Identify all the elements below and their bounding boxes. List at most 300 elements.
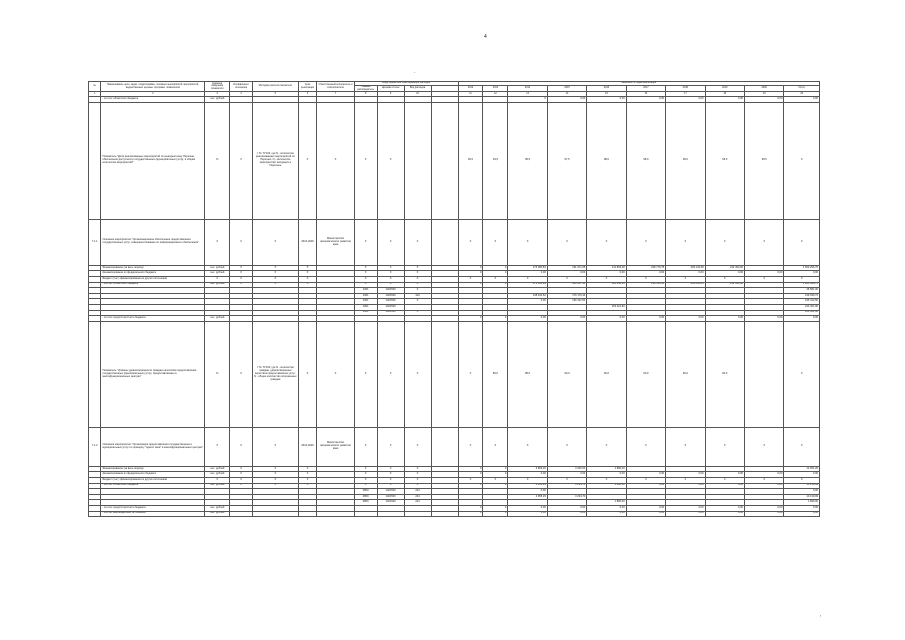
cell: Х xyxy=(458,277,483,283)
table-row xyxy=(89,511,820,517)
cell: тыс. рублей xyxy=(205,265,230,271)
cell: Х xyxy=(298,271,317,277)
row-name: - за счет областного бюджета xyxy=(101,483,205,489)
page-number: 4 xyxy=(484,34,487,40)
cell: 179 179,10 xyxy=(547,293,586,299)
cell: Х xyxy=(587,277,626,283)
row-name: - за счет областного бюджета xyxy=(101,97,205,103)
cell: 4 955,29 xyxy=(508,483,547,489)
cell: 232 390,00 xyxy=(705,282,744,288)
program-table xyxy=(88,81,820,517)
cell: 0,00 xyxy=(745,271,784,277)
cell: 93,0 xyxy=(458,102,483,219)
cell: Х xyxy=(298,466,317,472)
row-name: - за счет областного бюджета xyxy=(101,282,205,288)
row-name: - за счет средств местного бюджета xyxy=(101,505,205,511)
cell: 1001 xyxy=(354,310,377,316)
cell: 85,0 xyxy=(508,321,547,427)
cell: 90,0 xyxy=(547,321,586,427)
cell: Х xyxy=(298,277,317,283)
cell: 0 xyxy=(483,316,508,322)
cell: Х xyxy=(253,277,299,283)
cell: 0,00 xyxy=(745,316,784,322)
cell: Х xyxy=(547,219,586,265)
cell: 20 xyxy=(784,92,820,97)
cell: 3 294,70 xyxy=(547,483,586,489)
cell: 15 xyxy=(587,92,626,97)
cell: Х xyxy=(377,102,404,219)
cell: 0,00 xyxy=(508,271,547,277)
cell: Х xyxy=(547,277,586,283)
cell: 1001 xyxy=(354,305,377,311)
col-section: Целевая статья xyxy=(377,85,404,92)
cell: 0,00 xyxy=(784,316,820,322)
cell: Х xyxy=(230,271,253,277)
cell: Х xyxy=(377,427,404,466)
cell: Х xyxy=(458,478,483,484)
cell: 0 xyxy=(458,265,483,271)
cell: Х xyxy=(354,321,377,427)
cell: 0,00 xyxy=(508,299,547,305)
col-year: 2013 xyxy=(483,85,508,92)
cell: Х xyxy=(377,282,404,288)
cell: Х xyxy=(354,483,377,489)
cell: тыс. рублей xyxy=(205,97,230,103)
cell: Х xyxy=(784,478,820,484)
cell xyxy=(377,511,404,517)
cell: 0,00 xyxy=(745,505,784,511)
cell: 6 865,26 xyxy=(508,466,547,472)
cell: Х xyxy=(354,472,377,478)
cell: Х xyxy=(354,427,377,466)
cell: 0,00 xyxy=(745,511,784,517)
cell: Х xyxy=(230,102,253,219)
cell: 191 971,65 xyxy=(547,265,586,271)
col-source: Главный распорядитель xyxy=(354,85,377,92)
cell: 0 xyxy=(483,505,508,511)
cell: 7 xyxy=(317,92,354,97)
cell: Х xyxy=(745,277,784,283)
cell: 0,00 xyxy=(666,271,705,277)
col-year: 2012 xyxy=(458,85,483,92)
cell: Х xyxy=(404,321,431,427)
cell: 196 312,50 xyxy=(547,299,586,305)
cell: 0 xyxy=(458,282,483,288)
cell: 163 321,90 xyxy=(784,305,820,311)
cell: Х xyxy=(253,219,299,265)
cell: 163 321,90 xyxy=(784,310,820,316)
cell: 0,00 xyxy=(626,97,665,103)
col-year: 2017 xyxy=(626,85,665,92)
row-name: Основное мероприятие "Организационное обеспечение предоставления государственных услуг, совершенствование их информационного обеспечения" xyxy=(101,219,205,265)
cell: 0 xyxy=(508,97,547,103)
cell: 0,00 xyxy=(705,316,744,322)
cell: Х xyxy=(483,219,508,265)
cell: 0,00 xyxy=(547,97,586,103)
cell: 0,00 xyxy=(745,483,784,489)
cell xyxy=(404,511,431,517)
cell: Х xyxy=(587,427,626,466)
cell: 176 080,83 xyxy=(508,282,547,288)
cell: 0 xyxy=(458,316,483,322)
cell: Х xyxy=(230,265,253,271)
cell: 1 890,00 xyxy=(784,500,820,506)
cell: 0,00 xyxy=(626,511,665,517)
cell: Х xyxy=(587,478,626,484)
cell: Х xyxy=(205,219,230,265)
cell: Х xyxy=(230,472,253,478)
row-name: Показатель "Доля реализованных мероприятий по конкурентному Перечню, обеспечения доступности государственных (муниципальных) услуг, в общем количестве мероприятий" xyxy=(101,102,205,219)
cell: 0,00 xyxy=(666,472,705,478)
cell: 1401500 xyxy=(377,494,404,500)
cell: 98,0 xyxy=(587,102,626,219)
cell: 1 890,00 xyxy=(587,500,626,506)
cell: 0,00 xyxy=(508,511,547,517)
cell: тыс. рублей xyxy=(205,472,230,478)
cell xyxy=(230,511,253,517)
cell: 239 143,38 xyxy=(666,265,705,271)
cell: Х xyxy=(705,478,744,484)
cell: 0,00 xyxy=(666,511,705,517)
col-year: 2018 xyxy=(666,85,705,92)
cell: Х xyxy=(547,427,586,466)
cell: 232 390,00 xyxy=(705,265,744,271)
table-row xyxy=(89,427,820,466)
cell: 176 080,83 xyxy=(508,265,547,271)
cell: 0 xyxy=(458,505,483,511)
cell: 0 xyxy=(458,466,483,472)
cell: 13 xyxy=(508,92,547,97)
cell: 90,0 xyxy=(666,321,705,427)
cell: 0 xyxy=(483,271,508,277)
cell: 94,5 xyxy=(483,102,508,219)
cell: Х xyxy=(354,219,377,265)
cell: Х xyxy=(298,102,317,219)
cell: 0 xyxy=(458,483,483,489)
cell: Х xyxy=(253,478,299,484)
cell: 1 562 256,75 xyxy=(784,265,820,271)
cell: 5 xyxy=(253,92,299,97)
cell: Х xyxy=(508,277,547,283)
cell: Х xyxy=(298,265,317,271)
cell: 228 779,78 xyxy=(626,265,665,271)
cell: Х xyxy=(784,219,820,265)
cell: 1401500 xyxy=(377,305,404,311)
cell: 14 xyxy=(547,92,586,97)
col-num: № xyxy=(89,82,101,92)
cell: 0,00 xyxy=(784,489,820,495)
col-expense: Вид расходов xyxy=(404,85,431,92)
cell: 0 xyxy=(483,282,508,288)
cell: 90,0 xyxy=(626,321,665,427)
cell: тыс. рублей xyxy=(205,466,230,472)
cell: Х xyxy=(404,478,431,484)
cell: 234 830,84 xyxy=(666,282,705,288)
cell: Х xyxy=(317,102,354,219)
cell xyxy=(431,321,458,427)
cell: 211 863,28 xyxy=(587,265,626,271)
cell: тыс. рублей xyxy=(205,316,230,322)
cell: 0,00 xyxy=(508,505,547,511)
cell: Х xyxy=(483,478,508,484)
row-name: Основное мероприятие "Организация предоставления государственных и муниципальных услуг по принципу "одного окна" в многофункциональных центрах" xyxy=(101,427,205,466)
row-name: финансирование из федерального бюджета xyxy=(101,271,205,277)
col-year: 2020 xyxy=(745,85,784,92)
cell: Х xyxy=(404,483,431,489)
cell: Х xyxy=(784,277,820,283)
cell: 0,00 xyxy=(587,505,626,511)
cell xyxy=(317,511,354,517)
cell: 95,5 xyxy=(508,102,547,219)
cell: 0,00 xyxy=(784,472,820,478)
cell xyxy=(745,321,784,427)
cell: Х xyxy=(377,271,404,277)
cell xyxy=(89,102,101,219)
col-year: 2019 xyxy=(705,85,744,92)
cell: Х xyxy=(666,478,705,484)
cell: тыс. рублей xyxy=(205,271,230,277)
row-num: 7.1.1 xyxy=(89,219,101,265)
cell: 0 xyxy=(458,271,483,277)
cell: Х xyxy=(298,483,317,489)
row-name: финансирование из федерального бюджета xyxy=(101,472,205,478)
cell: 0,00 xyxy=(666,97,705,103)
cell: 0,00 xyxy=(587,511,626,517)
cell xyxy=(431,219,458,265)
cell: 99,5 xyxy=(705,102,744,219)
row-name: Бюджет (тыс.) финансирования из других источников xyxy=(101,478,205,484)
col-plan: Значения по годам реализации xyxy=(458,82,819,86)
cell: % xyxy=(205,102,230,219)
cell: 0 xyxy=(483,265,508,271)
cell xyxy=(431,511,458,517)
cell: 0,00 xyxy=(626,483,665,489)
cell: 0,00 xyxy=(745,97,784,103)
cell: Х xyxy=(298,282,317,288)
cell: Х xyxy=(354,466,377,472)
cell: 1401500 xyxy=(377,500,404,506)
cell: Х xyxy=(354,271,377,277)
cell: Х xyxy=(508,219,547,265)
col-unit: Единица измерения показателя xyxy=(205,82,230,92)
cell: 1 890,00 xyxy=(587,483,626,489)
table-row xyxy=(89,321,820,427)
cell: = N / N°100, где N - количество граждан, удовлетворенных качеством предоставления услуг; N - общее количество опрошенных граждан xyxy=(253,321,299,427)
cell: 196 312,50 xyxy=(784,299,820,305)
cell: Х xyxy=(230,466,253,472)
cell: 0,00 xyxy=(626,316,665,322)
cell: Х xyxy=(404,282,431,288)
cell: 0,00 xyxy=(547,271,586,277)
cell: Х xyxy=(784,102,820,219)
cell: 0,00 xyxy=(587,271,626,277)
row-name: - за счет средств местного бюджета xyxy=(101,316,205,322)
cell: 1 xyxy=(89,92,101,97)
cell: 0,00 xyxy=(508,316,547,322)
cell: Х xyxy=(230,483,253,489)
cell: Х xyxy=(626,277,665,283)
cell xyxy=(89,321,101,427)
cell: Х xyxy=(745,478,784,484)
cell: 0,00 xyxy=(626,472,665,478)
cell: 4 xyxy=(230,92,253,97)
cell: 1001 xyxy=(354,293,377,299)
cell: 11 xyxy=(458,92,483,97)
cell: 2 xyxy=(101,92,205,97)
cell: 17 xyxy=(666,92,705,97)
cell: Х xyxy=(404,265,431,271)
cell: 2014-2020 xyxy=(298,427,317,466)
cell: 0,00 xyxy=(587,97,626,103)
cell: Х xyxy=(377,219,404,265)
cell: % xyxy=(205,321,230,427)
row-name: Финансирование (за весь период) xyxy=(101,466,205,472)
cell: 0,00 xyxy=(508,489,547,495)
cell: 80,0 xyxy=(483,321,508,427)
cell: 1 481 998,75 xyxy=(784,282,820,288)
cell: 10 139,99 xyxy=(784,483,820,489)
cell: тыс. рублей xyxy=(205,282,230,288)
cell: Х xyxy=(458,427,483,466)
cell: Х xyxy=(508,478,547,484)
cell: 310 xyxy=(404,293,431,299)
row-name: Финансирование (за весь период) xyxy=(101,265,205,271)
cell: Х xyxy=(404,288,431,294)
cell: 0,00 xyxy=(547,316,586,322)
cell: Х xyxy=(377,483,404,489)
col-year: 2015 xyxy=(547,85,586,92)
cell: Х xyxy=(230,478,253,484)
cell: 244 xyxy=(404,489,431,495)
col-method: Методика расчета показателя xyxy=(253,82,299,92)
cell: Х xyxy=(666,427,705,466)
cell: Х xyxy=(404,466,431,472)
cell: Х xyxy=(253,282,299,288)
cell: Х xyxy=(404,427,431,466)
cell: Х xyxy=(745,427,784,466)
cell: 0,00 xyxy=(705,97,744,103)
scan-mark: · xyxy=(414,70,416,76)
cell: Х xyxy=(230,219,253,265)
cell: 1401500 xyxy=(377,489,404,495)
cell: 0,00 xyxy=(666,505,705,511)
cell: 198 133,18 xyxy=(626,282,665,288)
cell: 6 xyxy=(298,92,317,97)
cell: Х xyxy=(404,299,431,305)
cell: Х xyxy=(253,427,299,466)
row-num: 7.1.2 xyxy=(89,427,101,466)
cell: 16 xyxy=(626,92,665,97)
cell: Х xyxy=(458,321,483,427)
cell: 0,00 xyxy=(626,271,665,277)
cell: 97,5 xyxy=(547,102,586,219)
cell: 0,00 xyxy=(587,316,626,322)
cell: Х xyxy=(483,427,508,466)
cell: 0,00 xyxy=(547,472,586,478)
cell: 0,00 xyxy=(508,472,547,478)
cell: Х xyxy=(508,427,547,466)
row-name: - за счет внебюджетных источников xyxy=(101,511,205,517)
cell: 90,0 xyxy=(705,321,744,427)
cell: 99,0 xyxy=(666,102,705,219)
cell: 163 321,90 xyxy=(587,305,626,311)
cell: 244 xyxy=(404,500,431,506)
cell: Х xyxy=(458,219,483,265)
cell: 0,00 xyxy=(705,472,744,478)
cell: Х xyxy=(230,321,253,427)
cell xyxy=(431,102,458,219)
cell xyxy=(89,511,101,517)
col-total: Итого xyxy=(784,85,820,92)
cell xyxy=(354,511,377,517)
cell: 3 xyxy=(205,92,230,97)
cell: Х xyxy=(354,265,377,271)
cell: 1001 xyxy=(354,299,377,305)
cell: 1401500 xyxy=(377,299,404,305)
cell: 0809 xyxy=(354,494,377,500)
cell: 3 345,00 xyxy=(547,466,586,472)
cell: 3 294,70 xyxy=(547,494,586,500)
cell: 0 xyxy=(458,511,483,517)
cell: Х xyxy=(404,277,431,283)
cell: Х xyxy=(404,219,431,265)
cell: Х xyxy=(253,466,299,472)
cell: 0,00 xyxy=(587,472,626,478)
cell: 90,0 xyxy=(587,321,626,427)
col-coef: Коэффициент отношения xyxy=(230,82,253,92)
cell: Х xyxy=(377,277,404,283)
cell: Х xyxy=(230,277,253,283)
cell: Министерство экономического развития края xyxy=(317,219,354,265)
cell: Х xyxy=(705,427,744,466)
cell: Х xyxy=(230,282,253,288)
cell: 138 460,62 xyxy=(508,293,547,299)
cell: 1 890,00 xyxy=(587,466,626,472)
cell: Х xyxy=(354,277,377,283)
cell: 8 xyxy=(354,92,377,97)
cell: Министерство экономического развития края xyxy=(317,427,354,466)
row-name: Бюджет (тыс.) финансирования из других источников xyxy=(101,277,205,283)
cell: 319 639,72 xyxy=(784,293,820,299)
cell: Х xyxy=(404,472,431,478)
cell: 98,0 xyxy=(626,102,665,219)
cell: 0 xyxy=(483,483,508,489)
cell: 18 xyxy=(705,92,744,97)
cell: Х xyxy=(705,219,744,265)
cell: 1001 xyxy=(354,288,377,294)
cell: Х xyxy=(745,219,784,265)
cell: Х xyxy=(784,321,820,427)
col-codes: Коды бюджетной классификации расходов xyxy=(354,82,458,86)
cell: Х xyxy=(377,321,404,427)
cell: Х xyxy=(253,472,299,478)
table-row xyxy=(89,102,820,219)
cell: Х xyxy=(205,478,230,484)
cell: 12 xyxy=(483,92,508,97)
cell: 0 xyxy=(483,472,508,478)
cell xyxy=(298,511,317,517)
cell: Х xyxy=(377,472,404,478)
cell: 2014-2020 xyxy=(298,219,317,265)
cell: Х xyxy=(253,483,299,489)
cell: Х xyxy=(253,271,299,277)
cell: Х xyxy=(253,265,299,271)
cell: Х xyxy=(547,478,586,484)
cell: Х xyxy=(404,271,431,277)
cell: 186 917,35 xyxy=(547,282,586,288)
cell: 0,00 xyxy=(626,505,665,511)
cell: 244 xyxy=(404,494,431,500)
